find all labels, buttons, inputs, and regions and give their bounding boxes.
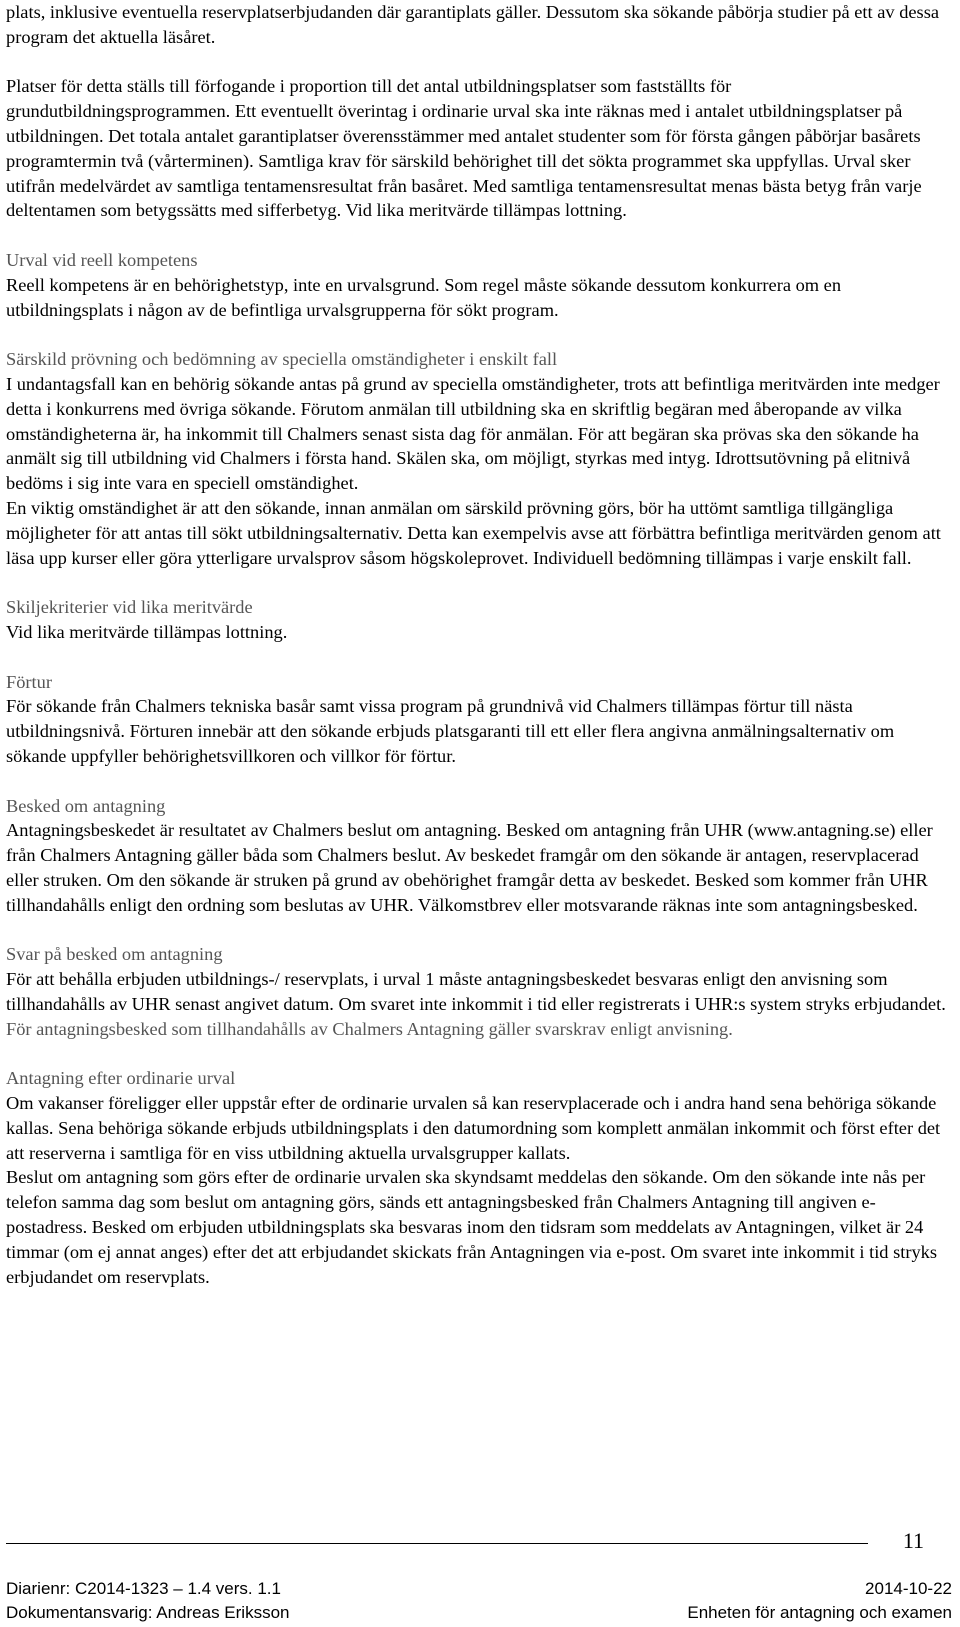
body-paragraph: För att behålla erbjuden utbildnings-/ reservplats, i urval 1 måste antagningsbeskedet besvaras enligt den anvisning som tillhandahålls av UHR senast angivet datum. Om svaret inte inkommit i tid eller registrerats i UHR:s system stryks erbjudandet. — [6, 969, 946, 1014]
footer-left — [6, 1577, 289, 1625]
body-paragraph: I undantagsfall kan en behörig sökande antas på grund av speciella omständigheter, trots att befintliga meritvärden inte medger detta i konkurrens med övriga sökande. Förutom anmälan till utbildning ska en skriftlig begäran med åberopande av vilka omständigheterna är, ha inkommit till Chalmers senast sista dag för anmälan. För att begäran ska prövas ska den sökande ha anmält sig till utbildning vid Chalmers i första hand. Skälen ska, om möjligt, styrkas med intyg. Idrottsutövning på elitnivå bedöms i sig inte vara en speciell omständighet. — [6, 373, 940, 494]
body-paragraph: Vid lika meritvärde tillämpas lottning. — [6, 621, 288, 642]
document-responsible: Dokumentansvarig: Andreas Eriksson — [6, 1603, 290, 1622]
section-heading: För antagningsbesked som tillhandahålls av Chalmers Antagning gäller svarskrav enligt anvisning. — [6, 1018, 733, 1039]
section-heading: Besked om antagning — [6, 795, 166, 816]
section-heading: Förtur — [6, 671, 52, 692]
section-heading: Svar på besked om antagning — [6, 944, 223, 965]
paragraph-gap — [6, 322, 951, 347]
document-body — [6, 0, 951, 1289]
body-paragraph: Antagningsbeskedet är resultatet av Chalmers beslut om antagning. Besked om antagning från UHR (www.antagning.se) eller från Chalmers Antagning gäller båda som Chalmers beslut. Av beskedet framgår om den sökande är antagen, reservplacerad eller struken. Om den sökande är struken på grund av obehörighet framgår detta av beskedet. Besked som kommer från UHR tillhandahålls enligt den ordning som beslutas av UHR. Välkomstbrev eller motsvarande räknas inte som antagningsbesked. — [6, 820, 933, 915]
body-paragraph: plats, inklusive eventuella reservplatserbjudanden där garantiplats gäller. Dessutom ska sökande påbörja studier på ett av dessa program det aktuella läsåret. — [6, 2, 940, 47]
responsible-unit: Enheten för antagning och examen — [687, 1603, 952, 1622]
footer-rule — [6, 1543, 868, 1544]
paragraph-gap — [6, 223, 951, 248]
body-paragraph: Beslut om antagning som görs efter de ordinarie urvalen ska skyndsamt meddelas den sökande. Om den sökande inte nås per telefon samma dag som beslut om antagning görs, sänds ett antagningsbesked från Chalmers Antagning till angiven e-postadress. Besked om erbjuden utbildningsplats ska besvaras inom den tidsram som meddelats av Antagningen, vilket är 24 timmar (om ej annat anges) efter det att erbjudandet skickats från Antagningen via e-post. Om svaret inte inkommit i tid stryks erbjudandet om reservplats. — [6, 1167, 938, 1287]
paragraph-gap — [6, 917, 951, 942]
section-heading: Skiljekriterier vid lika meritvärde — [6, 597, 253, 618]
section-heading: Antagning efter ordinarie urval — [6, 1068, 236, 1089]
document-date: 2014-10-22 — [865, 1579, 952, 1598]
paragraph-gap — [6, 645, 951, 670]
body-paragraph: Om vakanser föreligger eller uppstår efter de ordinarie urvalen så kan reservplacerade och i andra hand sena behöriga sökande kallas. Sena behöriga sökande erbjuds utbildningsplats i den datumordning som komplett anmälan inkommit och först efter det att reserverna i samtliga för en viss utbildning aktuella urvalsgrupper kallats. — [6, 1093, 941, 1163]
page-number: 11 — [902, 1528, 924, 1553]
paragraph-gap — [6, 50, 951, 75]
body-paragraph: Platser för detta ställs till förfogande i proportion till det antal utbildningsplatser som fastställts för grundutbildningsprogrammen. Ett eventuellt överintag i ordinarie urval ska inte räknas med i antalet utbildningsplatser på utbildningen. Det totala antalet garantiplatser överensstämmer med antalet studenter som för första gången påbörjar basårets programtermin två (vårterminen). Samtliga krav för särskild behörighet till det sökta programmet ska uppfyllas. Urval sker utifrån medelvärdet av samtliga tentamensresultat från basåret. Med samtliga tentamensresultat menas bästa betyg från varje deltentamen som betygssätts med sifferbetyg. Vid lika meritvärde tillämpas lottning. — [6, 76, 922, 221]
section-heading: Särskild prövning och bedömning av speciella omständigheter i enskilt fall — [6, 349, 558, 370]
paragraph-gap — [6, 570, 951, 595]
section-heading: Urval vid reell kompetens — [6, 249, 198, 270]
body-paragraph: En viktig omständighet är att den sökande, innan anmälan om särskild prövning görs, bör ha uttömt samtliga tillgängliga möjligheter för att antas till sökt utbildningsalternativ. Detta kan exempelvis avse att förbättra befintliga meritvärden genom att läsa upp kurser eller göra ytterligare urvalsprov såsom högskoleprovet. Individuell bedömning tillämpas i varje enskilt fall. — [6, 497, 941, 568]
body-paragraph: För sökande från Chalmers tekniska basår samt vissa program på grundnivå vid Chalmers tillämpas förtur till nästa utbildningsnivå. Förturen innebär att den sökande erbjuds platsgaranti till ett eller flera angivna anmälningsalternativ om sökande uppfyller behörighetsvillkoren och villkor för förtur. — [6, 696, 895, 766]
diarienummer: Diarienr: C2014-1323 – 1.4 vers. 1.1 — [6, 1579, 281, 1598]
paragraph-gap — [6, 769, 951, 794]
body-paragraph: Reell kompetens är en behörighetstyp, inte en urvalsgrund. Som regel måste sökande dessutom konkurrera om en utbildningsplats i någon av de befintliga urvalsgrupperna för sökt program. — [6, 274, 842, 320]
footer-right — [687, 1577, 952, 1625]
paragraph-gap — [6, 1041, 951, 1066]
